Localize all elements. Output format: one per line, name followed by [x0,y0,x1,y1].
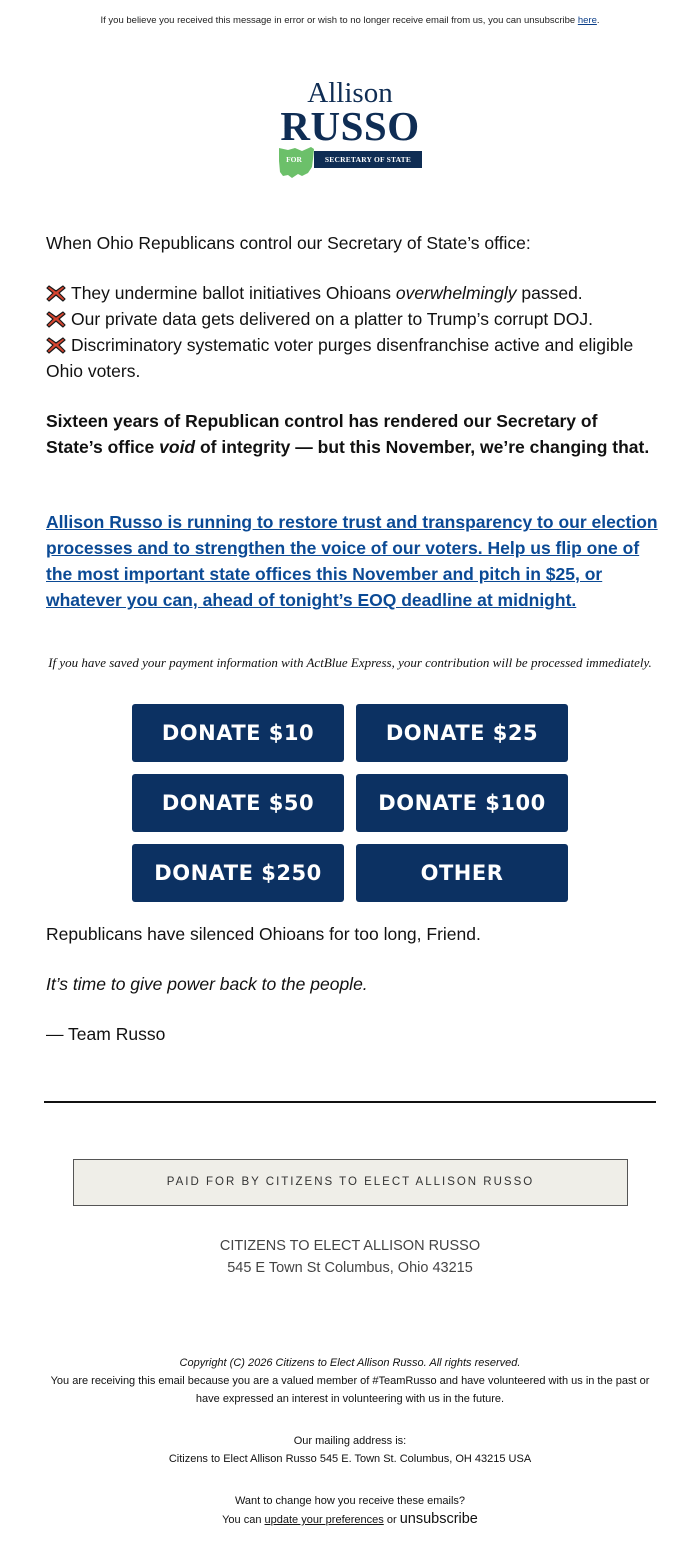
footer-mailing-address: Citizens to Elect Allison Russo 545 E. Town St. Columbus, OH 43215 USA [168,1453,532,1465]
bullet-item [46,332,658,384]
footer-copyright: Copyright (C) 2026 Citizens to Elect Allison Russo. All rights reserved. [179,1357,521,1369]
footer-or: or [386,1514,397,1526]
donate-25-button[interactable]: DONATE $25 [356,704,568,762]
bullet-text: Discriminatory systematic voter purges disenfranchise active and eligible Ohio voters. [46,335,634,381]
bullet-emphasis: overwhelmingly [395,283,517,303]
footer-change-question: Want to change how you receive these emails? [234,1495,466,1507]
bold-paragraph [46,408,658,460]
donate-10-button[interactable]: DONATE $10 [132,704,344,762]
footer-you-can: You can [222,1514,262,1526]
closing-italic-line: It’s time to give power back to the people. [46,974,368,994]
donate-link-paragraph [46,509,658,613]
intro-paragraph: When Ohio Republicans control our Secretary of State’s office: [46,233,531,253]
red-x-icon [46,284,66,302]
top-notice-text: If you believe you received this message in error or wish to no longer receive email from us, you can unsubscribe [100,15,576,26]
bullet-list [46,280,658,384]
org-info [0,1235,700,1279]
bold-text: Sixteen years of Republican control has rendered our Secretary of State’s office [46,411,598,457]
red-x-icon [46,336,66,354]
bold-emphasis: void [159,437,196,457]
paid-for-disclaimer: PAID FOR BY CITIZENS TO ELECT ALLISON RUSSO [73,1159,628,1206]
donate-250-button[interactable]: DONATE $250 [132,844,344,902]
logo-first-name: Allison [307,77,393,109]
donate-50-button[interactable]: DONATE $50 [132,774,344,832]
donate-other-button[interactable]: OTHER [356,844,568,902]
org-address: 545 E Town St Columbus, Ohio 43215 [227,1260,473,1276]
closing-line: Republicans have silenced Ohioans for too long, Friend. [46,924,481,944]
top-unsubscribe-notice [0,15,700,26]
top-notice-end: . [596,15,600,26]
bullet-text-end: passed. [516,283,583,303]
logo-office-label: SECRETARY OF STATE [314,151,422,168]
campaign-logo [266,78,434,178]
footer-copyright-block [40,1354,660,1408]
footer-mailing-block [40,1432,660,1468]
org-name: CITIZENS TO ELECT ALLISON RUSSO [219,1238,481,1254]
bullet-item [46,306,658,332]
footer-unsubscribe-link[interactable]: unsubscribe [399,1511,478,1527]
donate-text-link[interactable]: Allison Russo is running to restore trust and transparency to our election processes and to strengthen the voice of our voters. Help us flip one of the most important state offices this November and pitch in $25, or whatever you can, ahead of tonight’s EOQ deadline at midnight. [46,512,658,610]
logo-last-name: RUSSO [280,103,420,149]
bold-text-end: of integrity — but this November, we’re changing that. [195,437,650,457]
logo-for-label: FOR [286,155,302,164]
signoff: — Team Russo [46,1024,166,1044]
update-preferences-link[interactable]: update your preferences [264,1514,384,1526]
bullet-item [46,280,658,306]
actblue-express-note: If you have saved your payment information with ActBlue Express, your contribution will be processed immediately. [48,655,652,670]
divider [44,1101,656,1103]
donate-100-button[interactable]: DONATE $100 [356,774,568,832]
footer-reason: You are receiving this email because you are a valued member of #TeamRusso and have volunteered with us in the past or have expressed an interest in volunteering with us in the future. [50,1375,650,1405]
bullet-text: Our private data gets delivered on a platter to Trump’s corrupt DOJ. [71,309,594,329]
footer-preferences-block [40,1492,660,1529]
top-unsubscribe-link[interactable]: here [577,15,597,26]
red-x-icon [46,310,66,328]
footer-mailing-label: Our mailing address is: [293,1435,407,1447]
bullet-text: They undermine ballot initiatives Ohioans [71,283,396,303]
footer-preferences-line [40,1510,660,1529]
